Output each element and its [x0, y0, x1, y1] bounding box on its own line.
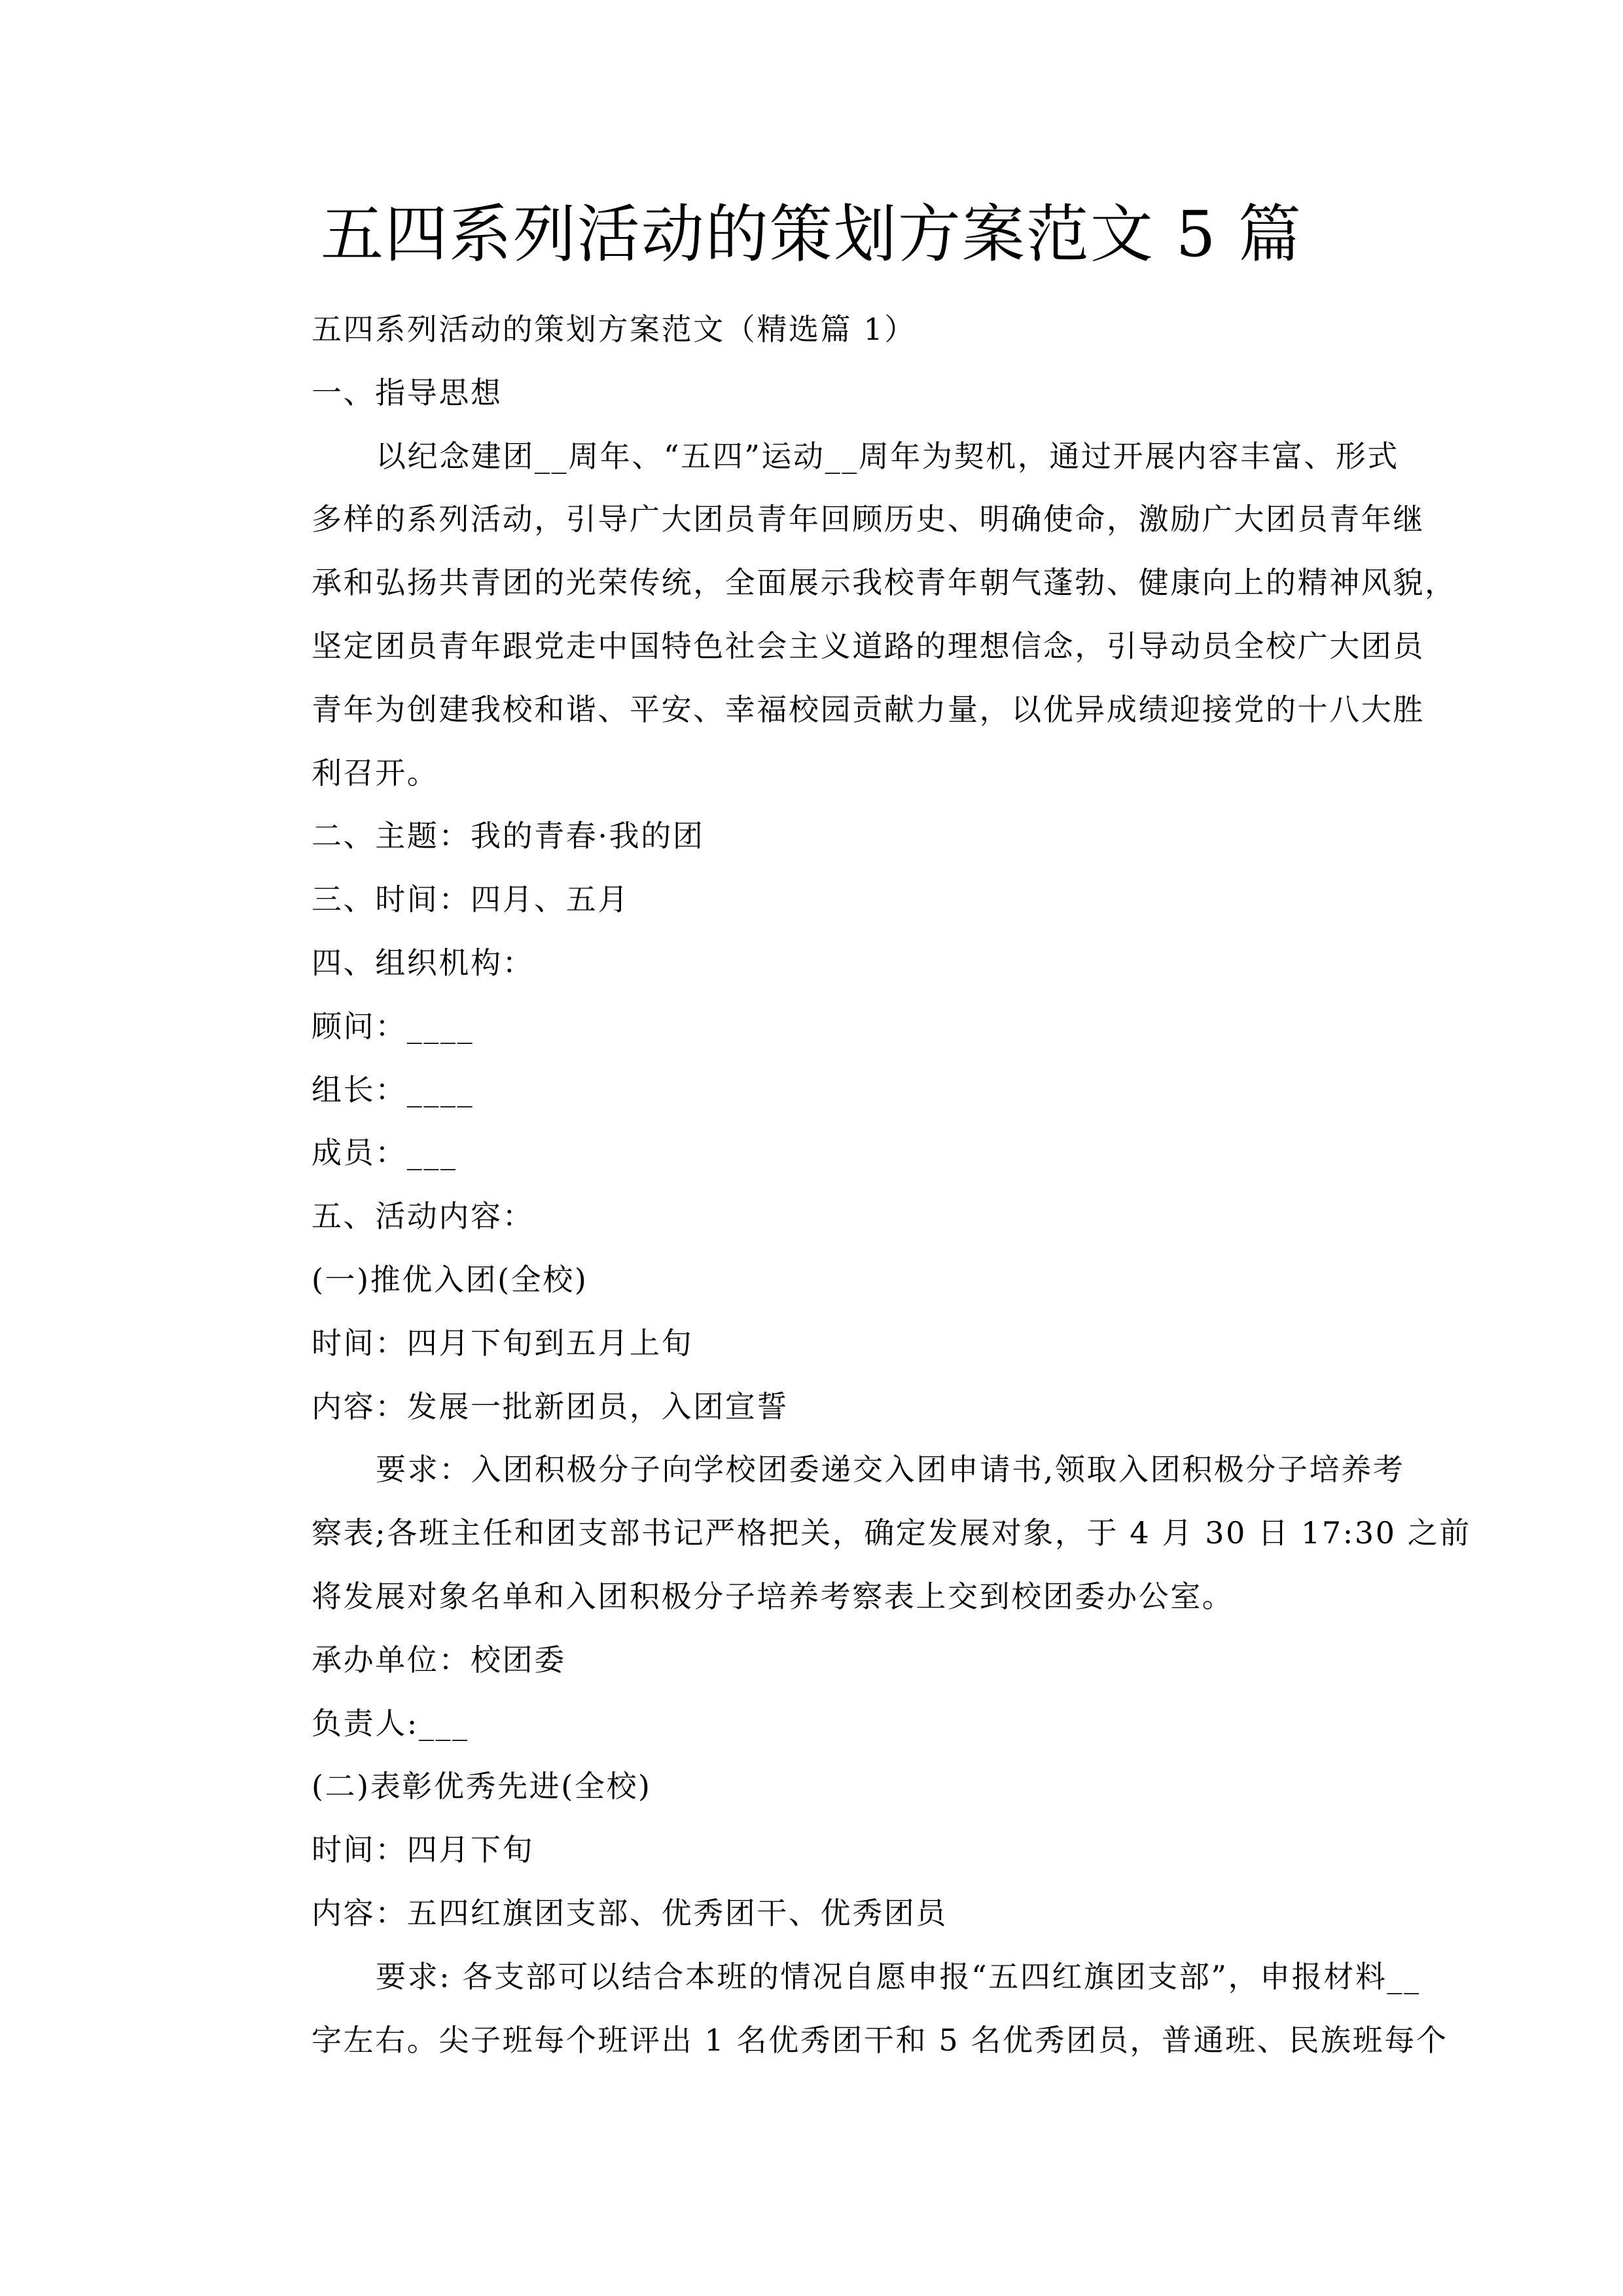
paragraph-line: 要求：入团积极分子向学校团委递交入团申请书,领取入团积极分子培养考 — [376, 1452, 1405, 1488]
paragraph-line: 多样的系列活动，引导广大团员青年回顾历史、明确使命，激励广大团员青年继 — [312, 501, 1425, 537]
subtitle: 五四系列活动的策划方案范文（精选篇 1） — [312, 312, 916, 347]
activity2-heading: (二)表彰优秀先进(全校) — [312, 1768, 652, 1804]
document-body — [247, 298, 1471, 2072]
section-theme: 二、主题：我的青春·我的团 — [312, 818, 705, 854]
activity2-content: 内容：五四红旗团支部、优秀团干、优秀团员 — [312, 1895, 948, 1931]
paragraph-line: 字左右。尖子班每个班评出 1 名优秀团干和 5 名优秀团员，普通班、民族班每个 — [312, 2022, 1448, 2058]
paragraph-line: 察表;各班主任和团支部书记严格把关，确定发展对象，于 4 月 30 日 17:30 之前 — [312, 1515, 1471, 1551]
paragraph-line: 青年为创建我校和谐、平安、幸福校园贡献力量，以优异成绩迎接党的十八大胜 — [312, 691, 1425, 727]
paragraph-line: 坚定团员青年跟党走中国特色社会主义道路的理想信念，引导动员全校广大团员 — [312, 628, 1425, 664]
paragraph-line: 利召开。 — [312, 755, 439, 791]
section-heading-guiding: 一、指导思想 — [312, 374, 503, 410]
activity1-content: 内容：发展一批新团员，入团宣誓 — [312, 1388, 789, 1424]
activity1-time: 时间：四月下旬到五月上旬 — [312, 1325, 694, 1361]
activity2-requirement — [247, 1945, 1448, 2072]
paragraph-line: 要求: 各支部可以结合本班的情况自愿申报“五四红旗团支部”，申报材料__ — [376, 1958, 1421, 1994]
section-heading-organization: 四、组织机构： — [312, 944, 535, 980]
org-members: 成员：___ — [312, 1135, 457, 1171]
guiding-paragraph — [247, 425, 1457, 805]
org-advisor: 顾问：____ — [312, 1008, 474, 1044]
activity1-heading: (一)推优入团(全校) — [312, 1261, 588, 1297]
paragraph-line: 承和弘扬共青团的光荣传统，全面展示我校青年朝气蓬勃、健康向上的精神风貌， — [312, 565, 1457, 601]
activity1-person-in-charge: 负责人:___ — [312, 1705, 469, 1741]
document-title: 五四系列活动的策划方案范文 5 篇 — [320, 198, 1303, 271]
activity2-time: 时间：四月下旬 — [312, 1832, 535, 1868]
activity1-requirement — [247, 1438, 1471, 1628]
section-heading-activities: 五、活动内容： — [312, 1198, 535, 1234]
paragraph-line: 以纪念建团__周年、“五四”运动__周年为契机，通过开展内容丰富、形式 — [376, 438, 1400, 474]
org-leader: 组长：____ — [312, 1071, 474, 1107]
section-time: 三、时间：四月、五月 — [312, 882, 630, 918]
activity1-organizer: 承办单位：校团委 — [312, 1641, 566, 1677]
paragraph-line: 将发展对象名单和入团积极分子培养考察表上交到校团委办公室。 — [312, 1578, 1234, 1614]
